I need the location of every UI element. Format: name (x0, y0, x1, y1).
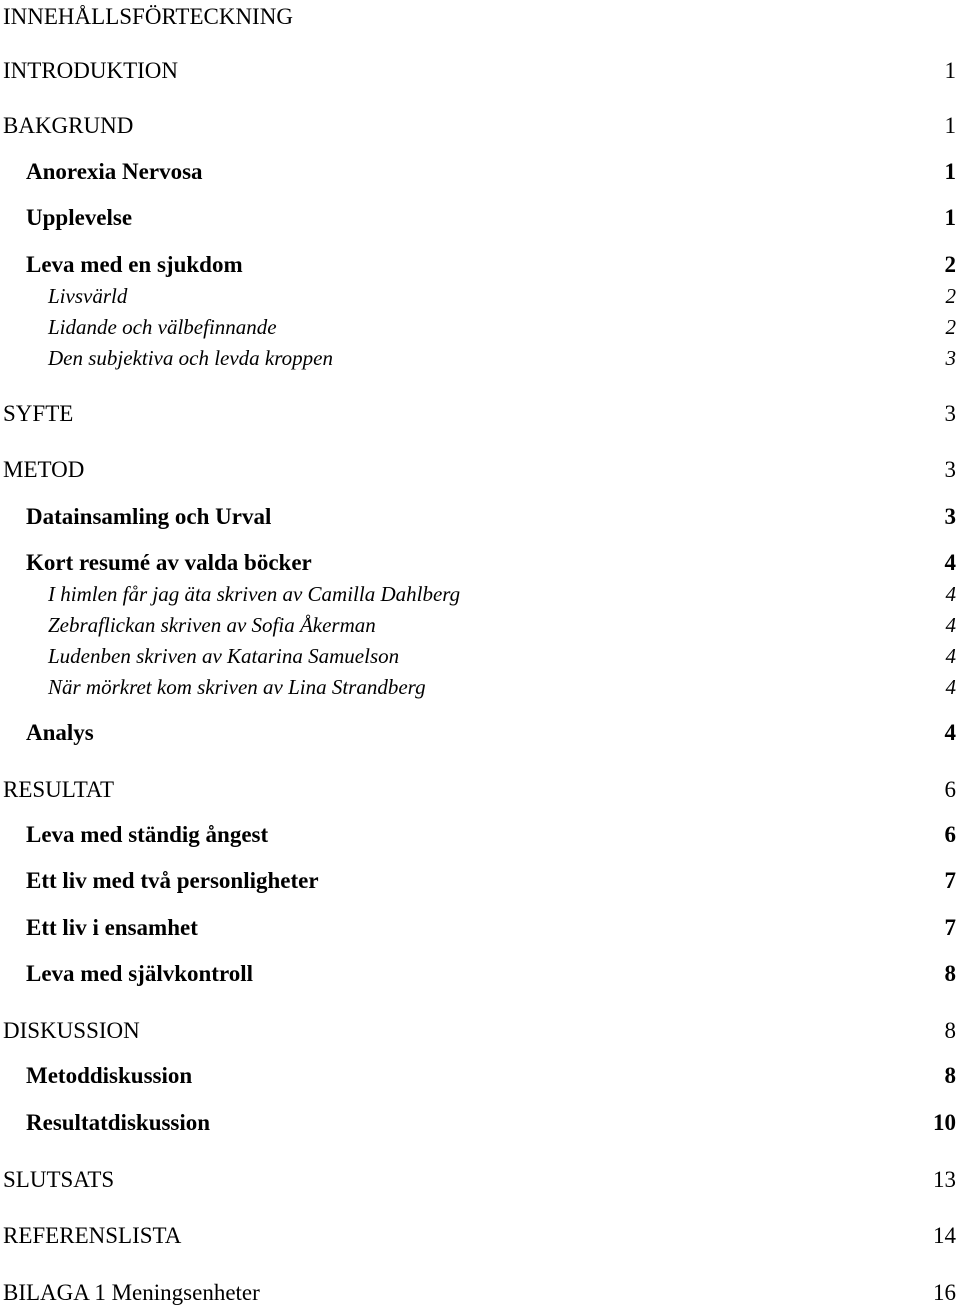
toc-entry[interactable] (0, 642, 960, 670)
toc-entry-label: Livsvärld (48, 284, 128, 308)
toc-entry-label: DISKUSSION (3, 1018, 140, 1043)
toc-entry[interactable] (0, 112, 960, 140)
toc-entry-page-number: 13 (933, 1167, 956, 1192)
toc-entry[interactable] (0, 344, 960, 372)
toc-title: INNEHÅLLSFÖRTECKNING (3, 4, 293, 29)
toc-entry[interactable] (0, 1062, 960, 1090)
toc-entry[interactable] (0, 867, 960, 895)
toc-entry-page-number: 1 (944, 58, 956, 83)
toc-entry-label: Analys (26, 720, 94, 745)
toc-entry[interactable] (0, 580, 960, 608)
toc-entry-label: Den subjektiva och levda kroppen (48, 346, 333, 370)
toc-entry[interactable] (0, 719, 960, 747)
toc-entry-label: Anorexia Nervosa (26, 159, 203, 184)
toc-entry[interactable] (0, 1109, 960, 1137)
toc-entry-label: Leva med en sjukdom (26, 252, 243, 277)
toc-entry-label: Leva med ständig ångest (26, 822, 269, 847)
toc-entry[interactable] (0, 1222, 960, 1250)
toc-entry-label: SYFTE (3, 401, 74, 426)
toc-entry[interactable] (0, 611, 960, 639)
toc-entry-label: Datainsamling och Urval (26, 504, 272, 529)
toc-entry-page-number: 7 (944, 868, 956, 893)
toc-entry-label: Upplevelse (26, 205, 133, 230)
toc-entry-page-number: 3 (944, 401, 956, 426)
toc-entry-page-number: 4 (944, 720, 956, 745)
toc-entry-page-number: 4 (945, 644, 956, 668)
toc-entry[interactable] (0, 821, 960, 849)
toc-entry-page-number: 1 (944, 113, 956, 138)
toc-entry[interactable] (0, 204, 960, 232)
toc-entry[interactable] (0, 158, 960, 186)
toc-entry-label: BAKGRUND (3, 113, 134, 138)
toc-entry-page-number: 6 (944, 777, 956, 802)
toc-entry-page-number: 1 (944, 159, 956, 184)
toc-entry[interactable] (0, 282, 960, 310)
toc-entry-page-number: 1 (944, 205, 956, 230)
toc-entry-label: INTRODUKTION (3, 58, 179, 83)
toc-entry-page-number: 4 (945, 613, 956, 637)
toc-entry-label: Lidande och välbefinnande (48, 315, 277, 339)
toc-entry-page-number: 7 (944, 915, 956, 940)
toc-entry-page-number: 4 (945, 675, 956, 699)
toc-entry-label: BILAGA 1 Meningsenheter (3, 1280, 260, 1305)
toc-entry-label: Metoddiskussion (26, 1063, 193, 1088)
toc-entry-label: Ludenben skriven av Katarina Samuelson (48, 644, 400, 668)
toc-entry-label: RESULTAT (3, 777, 115, 802)
toc-entry[interactable] (0, 57, 960, 85)
toc-entry-page-number: 8 (944, 961, 956, 986)
toc-entry-label: SLUTSATS (3, 1167, 115, 1192)
toc-entry-label: Leva med självkontroll (26, 961, 254, 986)
toc-entry-page-number: 6 (944, 822, 956, 847)
toc-entry-label: I himlen får jag äta skriven av Camilla Dahlberg (48, 582, 461, 606)
toc-entry[interactable] (0, 251, 960, 279)
toc-entry-page-number: 8 (944, 1018, 956, 1043)
toc-entry[interactable] (0, 1279, 960, 1307)
toc-entry[interactable] (0, 503, 960, 531)
toc-entry-page-number: 2 (944, 252, 956, 277)
toc-entry-page-number: 3 (944, 457, 956, 482)
toc-entry[interactable] (0, 776, 960, 804)
toc-entry-page-number: 3 (945, 346, 956, 370)
toc-entry-label: REFERENSLISTA (3, 1223, 182, 1248)
toc-entry-page-number: 3 (944, 504, 956, 529)
toc-entry-label: Ett liv med två personligheter (26, 868, 319, 893)
toc-entry[interactable] (0, 400, 960, 428)
toc-entry-page-number: 8 (944, 1063, 956, 1088)
toc-entry-label: Ett liv i ensamhet (26, 915, 198, 940)
toc-entry[interactable] (0, 549, 960, 577)
toc-entry-page-number: 14 (933, 1223, 956, 1248)
toc-entry[interactable] (0, 960, 960, 988)
toc-entry[interactable] (0, 1166, 960, 1194)
toc-entry[interactable] (0, 1017, 960, 1045)
toc-entry-page-number: 2 (945, 315, 956, 339)
toc-entry-label: När mörkret kom skriven av Lina Strandberg (48, 675, 426, 699)
toc-entry-page-number: 2 (945, 284, 956, 308)
toc-entry-label: Resultatdiskussion (26, 1110, 211, 1135)
toc-entry-label: METOD (3, 457, 85, 482)
toc-entry[interactable] (0, 456, 960, 484)
toc-entry-page-number: 4 (944, 550, 956, 575)
toc-entry-page-number: 16 (933, 1280, 956, 1305)
toc-entry-label: Zebraflickan skriven av Sofia Åkerman (48, 613, 376, 637)
toc-entry-page-number: 4 (945, 582, 956, 606)
toc-entry[interactable] (0, 313, 960, 341)
toc-entry[interactable] (0, 914, 960, 942)
toc-entry[interactable] (0, 673, 960, 701)
toc-entry-label: Kort resumé av valda böcker (26, 550, 312, 575)
toc-entry-page-number: 10 (933, 1110, 956, 1135)
